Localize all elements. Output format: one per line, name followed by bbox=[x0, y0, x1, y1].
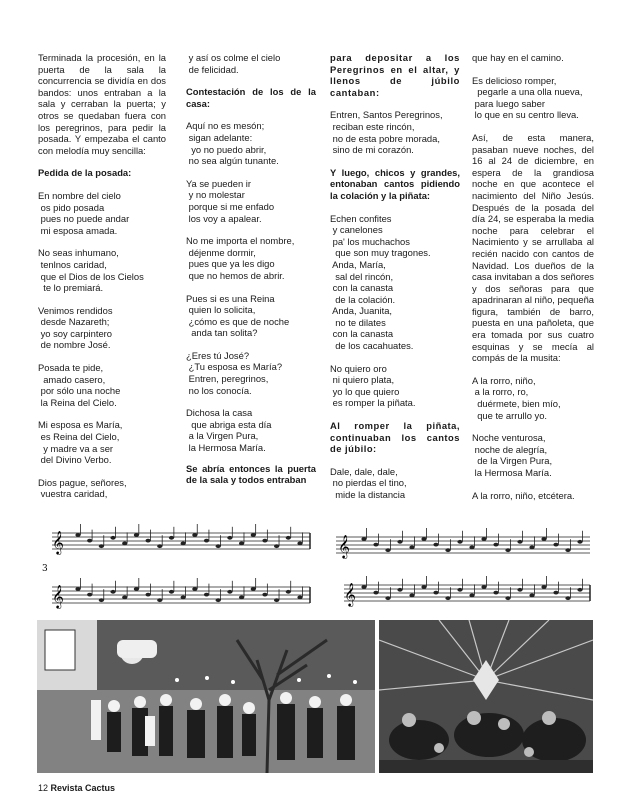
stanza bbox=[38, 477, 166, 500]
note-head bbox=[421, 537, 426, 541]
lead-verse-4 bbox=[472, 52, 594, 64]
note-head bbox=[397, 540, 402, 544]
note-head bbox=[251, 533, 256, 537]
music-score-left bbox=[38, 523, 318, 613]
heading-pedida: Pedida de la posada: bbox=[38, 167, 132, 179]
note-head bbox=[157, 544, 162, 548]
note-head bbox=[517, 540, 522, 544]
verse-line: no pierdas el tino, bbox=[330, 477, 407, 489]
verse-line: sigan adelante: bbox=[186, 131, 253, 143]
stanza-entren bbox=[330, 109, 460, 155]
verse-line: mide la distancia bbox=[330, 489, 406, 500]
verse-line: es Reina del Cielo, bbox=[38, 431, 120, 443]
lead-verse-2 bbox=[186, 52, 316, 75]
note-head bbox=[134, 587, 139, 591]
note-head bbox=[192, 533, 197, 537]
svg-text:𝄞: 𝄞 bbox=[338, 534, 350, 558]
note-head bbox=[297, 542, 302, 546]
verse-line: noche de alegría, bbox=[472, 443, 548, 455]
verse-line: de los cacahuates. bbox=[330, 340, 414, 352]
verse-line: a la Virgen Pura, bbox=[186, 430, 259, 442]
stanza bbox=[38, 247, 166, 293]
magazine-name: Revista Cactus bbox=[50, 783, 116, 793]
verse-line: Pues si es una Reina bbox=[186, 292, 275, 304]
verse-line: Dichosa la casa bbox=[186, 407, 253, 419]
verse-line: pegarle a una olla nueva, bbox=[472, 86, 583, 98]
verse-line: la Reina del Cielo. bbox=[38, 396, 117, 408]
verse-line: yo soy carpintero bbox=[38, 327, 112, 339]
note-head bbox=[493, 543, 498, 547]
note-head bbox=[181, 542, 186, 546]
verse-line: Aquí no es mesón; bbox=[186, 120, 265, 132]
verse-line: mi esposa amada. bbox=[38, 224, 118, 236]
verse-line: anda tan solita? bbox=[186, 327, 258, 339]
stanza-dale bbox=[330, 466, 460, 501]
note-head bbox=[469, 546, 474, 550]
note-head bbox=[505, 548, 510, 552]
verse-line: y así os colme el cielo bbox=[186, 52, 281, 63]
note-head bbox=[481, 585, 486, 589]
note-head bbox=[529, 594, 534, 598]
verse-line: no los conocía. bbox=[186, 384, 252, 396]
note-head bbox=[565, 548, 570, 552]
note-head bbox=[505, 596, 510, 600]
verse-line: Mi esposa es María, bbox=[38, 419, 123, 431]
note-head bbox=[457, 540, 462, 544]
verse-line: Entren, peregrinos, bbox=[186, 373, 269, 385]
svg-text:3: 3 bbox=[42, 564, 48, 574]
verse-line: Venimos rendidos bbox=[38, 304, 113, 316]
note-head bbox=[216, 544, 221, 548]
verse-line: sal del rincón, bbox=[330, 270, 394, 282]
note-head bbox=[469, 594, 474, 598]
verse-line: pues que ya les digo bbox=[186, 258, 275, 270]
note-head bbox=[110, 590, 115, 594]
note-head bbox=[99, 544, 104, 548]
verse-line: Ya se pueden ir bbox=[186, 177, 251, 189]
verse-line: los voy a apalear. bbox=[186, 212, 262, 224]
verse-line: Dios pague, señores, bbox=[38, 476, 127, 488]
note-head bbox=[493, 591, 498, 595]
verse-line: reciban este rincón, bbox=[330, 120, 415, 132]
verse-line: En nombre del cielo bbox=[38, 189, 121, 201]
note-head bbox=[553, 543, 558, 547]
note-head bbox=[227, 536, 232, 540]
note-head bbox=[157, 598, 162, 602]
note-head bbox=[541, 537, 546, 541]
verse-line: ¿Tu esposa es María? bbox=[186, 361, 283, 373]
verse-line: os pido posada bbox=[38, 201, 105, 213]
verse-line: ¿cómo es que de noche bbox=[186, 315, 290, 327]
note-head bbox=[75, 533, 80, 537]
verse-line: que abriga esta día bbox=[186, 418, 272, 430]
note-head bbox=[297, 596, 302, 600]
verse-line: a la rorro, ro, bbox=[472, 386, 529, 398]
note-head bbox=[481, 537, 486, 541]
verse-line: para luego saber bbox=[472, 97, 545, 109]
note-head bbox=[361, 585, 366, 589]
note-head bbox=[146, 593, 151, 597]
stanza bbox=[186, 178, 316, 224]
music-score-right bbox=[330, 523, 595, 613]
verse-line: ¿Eres tú José? bbox=[186, 349, 250, 361]
note-head bbox=[445, 596, 450, 600]
note-head bbox=[251, 587, 256, 591]
stanza bbox=[38, 190, 166, 236]
note-head bbox=[541, 585, 546, 589]
column-4 bbox=[472, 52, 594, 501]
verse-line: Dale, dale, dale, bbox=[330, 465, 398, 477]
note-head bbox=[286, 536, 291, 540]
note-head bbox=[577, 540, 582, 544]
note-head bbox=[239, 596, 244, 600]
note-head bbox=[565, 596, 570, 600]
verse-line: yo no puedo abrir, bbox=[186, 143, 267, 155]
verse-line: que son muy tragones. bbox=[330, 247, 431, 259]
verse-line: la Hermosa María. bbox=[472, 467, 552, 478]
verse-line: No me importa el nombre, bbox=[186, 235, 295, 247]
verse-line: que el Dios de los Cielos bbox=[38, 270, 144, 282]
verse-line: por sólo una noche bbox=[38, 385, 121, 397]
heading-contestacion: Contestación de los de la casa: bbox=[186, 86, 316, 109]
verse-line: quien lo solicita, bbox=[186, 304, 256, 316]
verse-line: Noche venturosa, bbox=[472, 432, 546, 444]
verse-line: con la canasta bbox=[330, 328, 394, 340]
verse-line: Anda, María, bbox=[330, 258, 386, 270]
stanza-delicioso bbox=[472, 75, 594, 121]
note-head bbox=[274, 544, 279, 548]
verse-line: no de esta pobre morada, bbox=[330, 132, 440, 144]
note-head bbox=[385, 548, 390, 552]
note-head bbox=[262, 539, 267, 543]
note-head bbox=[433, 591, 438, 595]
verse-line: yo lo que quiero bbox=[330, 385, 400, 397]
note-head bbox=[134, 533, 139, 537]
page-footer bbox=[38, 783, 115, 793]
stanza-rorro bbox=[472, 375, 594, 421]
note-head bbox=[577, 588, 582, 592]
heading-colacion: Y luego, chicos y grandes, entonaban cantos pidiendo la colación y la piñata: bbox=[330, 166, 460, 201]
note-head bbox=[445, 548, 450, 552]
note-head bbox=[373, 591, 378, 595]
verse-line: y canelones bbox=[330, 224, 383, 236]
stanza-oro bbox=[330, 363, 460, 409]
verse-line: ni quiero plata, bbox=[330, 374, 395, 386]
verse-line: porque si me enfado bbox=[186, 200, 275, 212]
verse-line: de la colación. bbox=[330, 293, 396, 305]
note-head bbox=[146, 539, 151, 543]
column-1 bbox=[38, 52, 166, 511]
note-head bbox=[216, 598, 221, 602]
verse-line: y madre va a ser bbox=[38, 442, 114, 454]
note-head bbox=[409, 546, 414, 550]
stanza bbox=[38, 419, 166, 465]
verse-line: A la rorro, niño, etcétera. bbox=[472, 489, 575, 501]
note-head bbox=[262, 593, 267, 597]
stanza-confites bbox=[330, 213, 460, 352]
svg-text:𝄞: 𝄞 bbox=[52, 584, 64, 608]
note-head bbox=[99, 598, 104, 602]
note-head bbox=[373, 543, 378, 547]
page-number: 12 bbox=[38, 783, 49, 793]
closing-paragraph: Se abría entonces la puerta de la sala y todos entraban bbox=[186, 462, 316, 486]
verse-line: y no molestar bbox=[186, 189, 245, 201]
stanza bbox=[186, 407, 316, 453]
stanza-etcetera bbox=[472, 490, 594, 502]
verse-line: lo que en su centro lleva. bbox=[472, 109, 579, 121]
note-head bbox=[274, 598, 279, 602]
verse-line: déjenme dormir, bbox=[186, 246, 256, 258]
verse-line: A la rorro, niño, bbox=[472, 374, 536, 386]
verse-line: No quiero oro bbox=[330, 362, 387, 374]
verse-line: sino de mi corazón. bbox=[330, 144, 414, 156]
stanza bbox=[186, 120, 316, 166]
verse-line: no sea algún tunante. bbox=[186, 155, 279, 167]
verse-line: que te arrullo yo. bbox=[472, 409, 548, 421]
note-head bbox=[517, 588, 522, 592]
stanza-group-2 bbox=[186, 120, 316, 453]
note-head bbox=[286, 590, 291, 594]
note-head bbox=[169, 590, 174, 594]
verse-line: no te dilates bbox=[330, 316, 386, 328]
stanza bbox=[186, 293, 316, 339]
note-head bbox=[204, 539, 209, 543]
verse-line: Anda, Juanita, bbox=[330, 305, 393, 317]
verse-line: vuestra caridad, bbox=[38, 488, 108, 500]
note-head bbox=[397, 588, 402, 592]
svg-text:𝄞: 𝄞 bbox=[52, 530, 64, 554]
verse-line: amado casero, bbox=[38, 373, 106, 385]
note-head bbox=[239, 542, 244, 546]
note-head bbox=[433, 543, 438, 547]
note-head bbox=[529, 546, 534, 550]
note-head bbox=[553, 591, 558, 595]
note-head bbox=[122, 542, 127, 546]
verse-line: que hay en el camino. bbox=[472, 52, 564, 63]
verse-line: tenlnos caridad, bbox=[38, 258, 107, 270]
verse-line: de la Virgen Pura, bbox=[472, 455, 553, 467]
stanza-group-1 bbox=[38, 190, 166, 500]
note-head bbox=[181, 596, 186, 600]
verse-line: de nombre José. bbox=[38, 339, 111, 351]
pinata-mural-painting bbox=[379, 620, 593, 773]
verse-line: Echen confites bbox=[330, 212, 392, 224]
verse-line: te lo premiará. bbox=[38, 282, 104, 294]
column-3 bbox=[330, 52, 460, 501]
stanza bbox=[186, 350, 316, 396]
note-head bbox=[227, 590, 232, 594]
paragraph-nueve-noches: Así, de esta manera, pasaban nueve noches, del 16 al 24 de diciembre, en espera de la grandiosa noche en que acontece el nacimiento del Niño Jesús. Después de la posada del día 24, se esperaba la media noche para celebrar el Nacimiento y se arrullaba al recién nacido con cantos de Navidad. Los dueños de la casa invitaban a dos señores y dos señoras para que apadrinaran al niño, pequeña figura, también de barro, puesta en una pañoleta, que era tomada por sus cuatro esquinas y se mecía al compás de la musita: bbox=[472, 131, 594, 364]
note-head bbox=[457, 588, 462, 592]
verse-line: pa' los muchachos bbox=[330, 235, 410, 247]
note-head bbox=[192, 587, 197, 591]
verse-line: desde Nazareth; bbox=[38, 316, 110, 328]
stanza bbox=[186, 235, 316, 281]
verse-line: duérmete, bien mío, bbox=[472, 398, 561, 410]
verse-line: es romper la piñata. bbox=[330, 397, 416, 409]
note-head bbox=[122, 596, 127, 600]
intro-paragraph: Terminada la procesión, en la puerta de la sala la concurrencia se dividía en dos bandos: unos entraban a la sala y cerraban la puerta; y otros se quedaban fuera con los peregrinos, para pedir la posada. Y empezaba el canto con melodía muy sencilla: bbox=[38, 52, 166, 156]
verse-line: pues no puede andar bbox=[38, 213, 130, 225]
posada-procession-painting bbox=[37, 620, 375, 773]
svg-text:𝄞: 𝄞 bbox=[344, 582, 356, 606]
note-head bbox=[204, 593, 209, 597]
stanza bbox=[38, 305, 166, 351]
note-head bbox=[409, 594, 414, 598]
verse-line: Es delicioso romper, bbox=[472, 74, 557, 86]
stanza-noche bbox=[472, 432, 594, 478]
verse-line: del Divino Verbo. bbox=[38, 454, 112, 466]
verse-line: Posada te pide, bbox=[38, 362, 104, 374]
heading-pinata: Al romper la piñata, continuaban los cantos de júbilo: bbox=[330, 420, 460, 455]
note-head bbox=[87, 593, 92, 597]
note-head bbox=[421, 585, 426, 589]
note-head bbox=[75, 587, 80, 591]
note-head bbox=[87, 539, 92, 543]
note-head bbox=[169, 536, 174, 540]
verse-line: con la canasta bbox=[330, 282, 394, 294]
verse-line: la Hermosa María. bbox=[186, 442, 266, 454]
verse-line: Entren, Santos Peregrinos, bbox=[330, 109, 443, 121]
note-head bbox=[385, 596, 390, 600]
column-2 bbox=[186, 52, 316, 497]
verse-line: No seas inhumano, bbox=[38, 247, 119, 259]
note-head bbox=[361, 537, 366, 541]
verse-line: de felicidad. bbox=[186, 63, 239, 75]
verse-line: que no hemos de abrir. bbox=[186, 269, 285, 281]
stanza bbox=[38, 362, 166, 408]
lead-paragraph-3: para depositar a los Peregrinos en el altar, y llenos de júbilo cantaban: bbox=[330, 52, 460, 98]
note-head bbox=[110, 536, 115, 540]
